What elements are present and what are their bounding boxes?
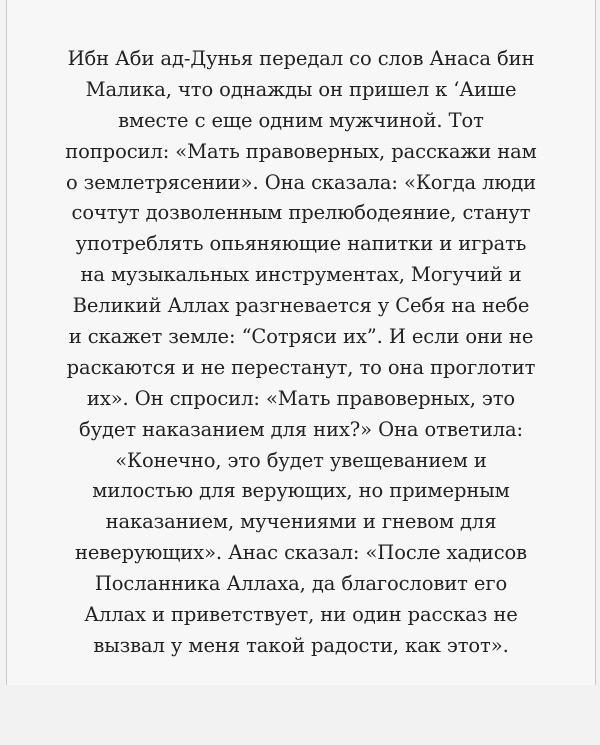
quote-line: милостью для верующих, но примерным xyxy=(92,479,510,503)
quote-line: наказанием, мучениями и гневом для xyxy=(105,510,497,534)
quote-line: Посланника Аллаха, да благословит его xyxy=(94,572,508,596)
quote-line: их». Он спросил: «Мать правоверных, это xyxy=(86,386,516,410)
quote-line: Аллах и приветствует, ни один рассказ не xyxy=(84,603,518,627)
bottom-blank-area xyxy=(0,685,600,745)
quote-line: неверующих». Анас сказал: «После хадисов xyxy=(74,541,528,565)
quote-line: Ибн Аби ад-Дунья передал со слов Анаса бин xyxy=(67,47,535,70)
quote-line: Малика, что однажды он пришел к ‘Аише xyxy=(85,77,517,101)
text-card xyxy=(6,0,596,685)
quote-line: употреблять опьяняющие напитки и играть xyxy=(75,232,527,256)
quote-line: о землетрясении». Она сказала: «Когда люди xyxy=(65,170,537,194)
quote-line: раскаются и не перестанут, то она проглотит xyxy=(66,355,536,379)
quote-line: вызвал у меня такой радости, как этот». xyxy=(93,633,509,657)
quote-line: на музыкальных инструментах, Могучий и xyxy=(80,263,522,287)
quote-text xyxy=(7,44,595,662)
quote-line: и скажет земле: “Сотряси их”. И если они не xyxy=(68,325,534,349)
quote-line: вместе с еще одним мужчиной. Тот xyxy=(118,108,484,132)
quote-line: сочтут дозволенным прелюбодеяние, станут xyxy=(71,201,531,225)
quote-line: «Конечно, это будет увещеванием и xyxy=(115,448,487,472)
quote-line: Великий Аллах разгневается у Себя на небе xyxy=(72,294,530,318)
quote-line: попросил: «Мать правоверных, расскажи нам xyxy=(65,139,537,163)
quote-line: будет наказанием для них?» Она ответила: xyxy=(78,417,524,441)
